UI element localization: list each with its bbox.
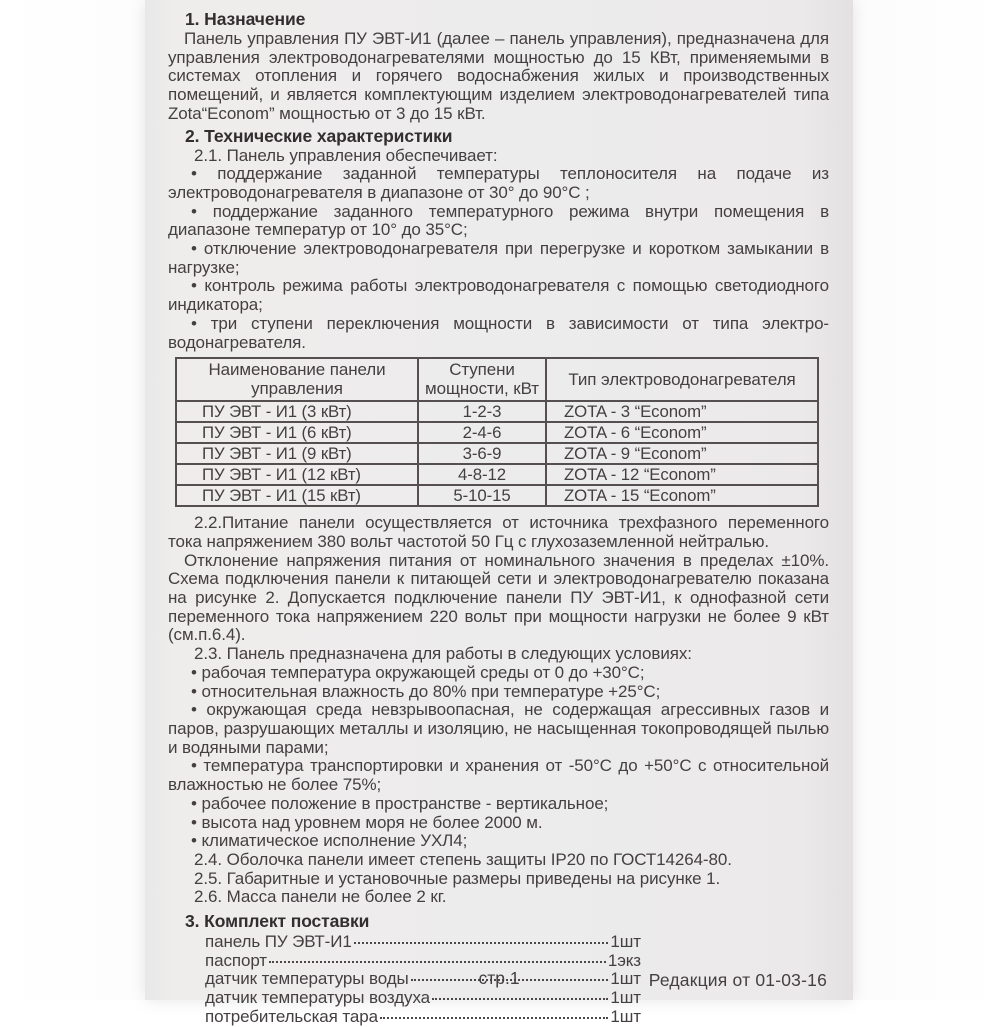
condition-bullet: • окружающая среда невзрывоопасная, не содержащая агрессивных газов и паров, разрушающих металлы и изоляцию, не насыщенная токопроводящей пылью и водяными парами; bbox=[168, 700, 829, 757]
condition-bullet: • рабочее положение в пространстве - вертикальное; bbox=[191, 793, 609, 813]
condition-bullet: • климатическое исполнение УХЛ4; bbox=[191, 831, 468, 851]
kit-item-qty: 1шт bbox=[610, 1006, 641, 1026]
heater-type-cell: ZOTA - 3 “Econom” bbox=[546, 401, 818, 422]
condition-bullet: • температура транспортировки и хранения от -50°С до +50°С с относительной влажностью не более 75%; bbox=[168, 756, 829, 795]
condition-bullet: • рабочая температура окружающей среды от 0 до +30°С; bbox=[191, 662, 645, 682]
kit-item-name: датчик температуры воздуха bbox=[205, 988, 431, 1008]
table-row bbox=[176, 401, 818, 422]
condition-bullet: • относительная влажность до 80% при температуре +25°С; bbox=[191, 681, 661, 701]
section-2-heading: 2. Технические характеристики bbox=[185, 125, 453, 146]
heater-type-cell: ZOTA - 12 “Econom” bbox=[546, 464, 818, 485]
kit-item-qty: 1экз bbox=[607, 950, 641, 970]
heater-type-cell: ZOTA - 6 “Econom” bbox=[546, 422, 818, 443]
table-header-cell: Наименование панели управления bbox=[176, 358, 418, 401]
table-row bbox=[176, 464, 818, 485]
power-steps-cell: 4-8-12 bbox=[418, 464, 546, 485]
kit-item-name: панель ПУ ЭВТ-И1 bbox=[205, 932, 352, 952]
table-row bbox=[176, 443, 818, 464]
kit-item-qty: 1шт bbox=[610, 969, 641, 989]
kit-item bbox=[205, 1008, 641, 1027]
heater-type-cell: ZOTA - 9 “Econom” bbox=[546, 443, 818, 464]
kit-item bbox=[205, 989, 641, 1008]
panel-name-cell: ПУ ЭВТ - И1 (6 кВт) bbox=[176, 422, 418, 443]
power-steps-cell: 1-2-3 bbox=[418, 401, 546, 422]
spec-bullet: • поддержание заданного температурного режима внутри помещения в диапазоне температур от 10° до 35°С; bbox=[168, 201, 829, 240]
power-steps-table bbox=[175, 357, 819, 507]
table-header-cell: Ступени мощности, кВт bbox=[418, 358, 546, 401]
document-page bbox=[145, 0, 853, 1026]
power-supply-paragraph: 2.2.Питание панели осуществляется от источника трехфазного переменного тока напряжением 380 вольт частотой 50 Гц с глухозаземленной нейтралью. bbox=[168, 513, 829, 551]
panel-name-cell: ПУ ЭВТ - И1 (3 кВт) bbox=[176, 401, 418, 422]
spec-bullet: • поддержание заданной температуры теплоносителя на подаче из электроводонагревателя в диапазоне от 30° до 90°С ; bbox=[168, 164, 829, 202]
kit-leader-dots bbox=[354, 942, 609, 944]
page-content bbox=[168, 7, 829, 1027]
kit-item-name: потребительская тара bbox=[205, 1006, 378, 1026]
spec-bullet: • контроль режима работы электроводонагревателя с помощью светодиодного индикатора; bbox=[168, 276, 829, 315]
table-header-row bbox=[176, 358, 818, 401]
operating-conditions-intro: 2.3. Панель предназначена для работы в следующих условиях: bbox=[194, 644, 692, 664]
weight-item: 2.6. Масса панели не более 2 кг. bbox=[194, 887, 447, 907]
table-row bbox=[176, 485, 818, 506]
edition-note: Редакция от 01-03-16 bbox=[648, 970, 827, 990]
power-steps-cell: 5-10-15 bbox=[418, 485, 546, 506]
power-steps-cell: 2-4-6 bbox=[418, 422, 546, 443]
kit-item-qty: 1шт bbox=[610, 932, 641, 952]
condition-bullet: • высота над уровнем моря не более 2000 м. bbox=[191, 812, 543, 832]
panel-name-cell: ПУ ЭВТ - И1 (9 кВт) bbox=[176, 443, 418, 464]
dimensions-item: 2.5. Габаритные и установочные размеры приведены на рисунке 1. bbox=[194, 868, 721, 888]
panel-name-cell: ПУ ЭВТ - И1 (12 кВт) bbox=[176, 464, 418, 485]
enclosure-rating-item: 2.4. Оболочка панели имеет степень защиты IP20 по ГОСТ14264-80. bbox=[194, 849, 732, 869]
power-steps-cell: 3-6-9 bbox=[418, 443, 546, 464]
page-number: стр.1 bbox=[478, 968, 520, 988]
section-3-heading: 3. Комплект поставки bbox=[185, 911, 370, 932]
kit-item-qty: 1шт bbox=[610, 988, 641, 1008]
kit-leader-dots bbox=[380, 1017, 608, 1019]
spec-intro: 2.1. Панель управления обеспечивает: bbox=[194, 145, 498, 165]
kit-item-name: паспорт bbox=[205, 950, 267, 970]
section-1-body: Панель управления ПУ ЭВТ-И1 (далее – панель управления), предназначена для управления электроводонагревателями мощностью до 15 КВт, применяемыми в системах отопления и горячего водоснабжения жилых и производственных помещений, и является комплектующим изделием электроводонагревателей типа Zota“Econom” мощностью от 3 до 15 кВт. bbox=[168, 29, 829, 123]
spec-bullet: • три ступени переключения мощности в зависимости от типа электро-водонагревателя. bbox=[168, 313, 829, 352]
kit-item bbox=[205, 933, 641, 952]
table-row bbox=[176, 422, 818, 443]
table-header-cell: Тип электроводонагревателя bbox=[546, 358, 818, 401]
section-1-heading: 1. Назначение bbox=[185, 9, 306, 29]
voltage-deviation-paragraph: Отклонение напряжения питания от номинального значения в пределах ±10%. Схема подключения панели к питающей сети и электроводонагревателю показана на рисунке 2. Допускается подключение панели ПУ ЭВТ-И1, к однофазной сети переменного тока напряжением 220 вольт при мощности нагрузки не более 9 кВт (см.п.6.4). bbox=[168, 550, 829, 645]
kit-leader-dots bbox=[269, 961, 606, 963]
kit-item-name: датчик температуры воды bbox=[205, 969, 409, 989]
spec-bullet: • отключение электроводонагревателя при перегрузке и коротком замыкании в нагрузке; bbox=[168, 239, 829, 277]
heater-type-cell: ZOTA - 15 “Econom” bbox=[546, 485, 818, 506]
panel-name-cell: ПУ ЭВТ - И1 (15 кВт) bbox=[176, 485, 418, 506]
